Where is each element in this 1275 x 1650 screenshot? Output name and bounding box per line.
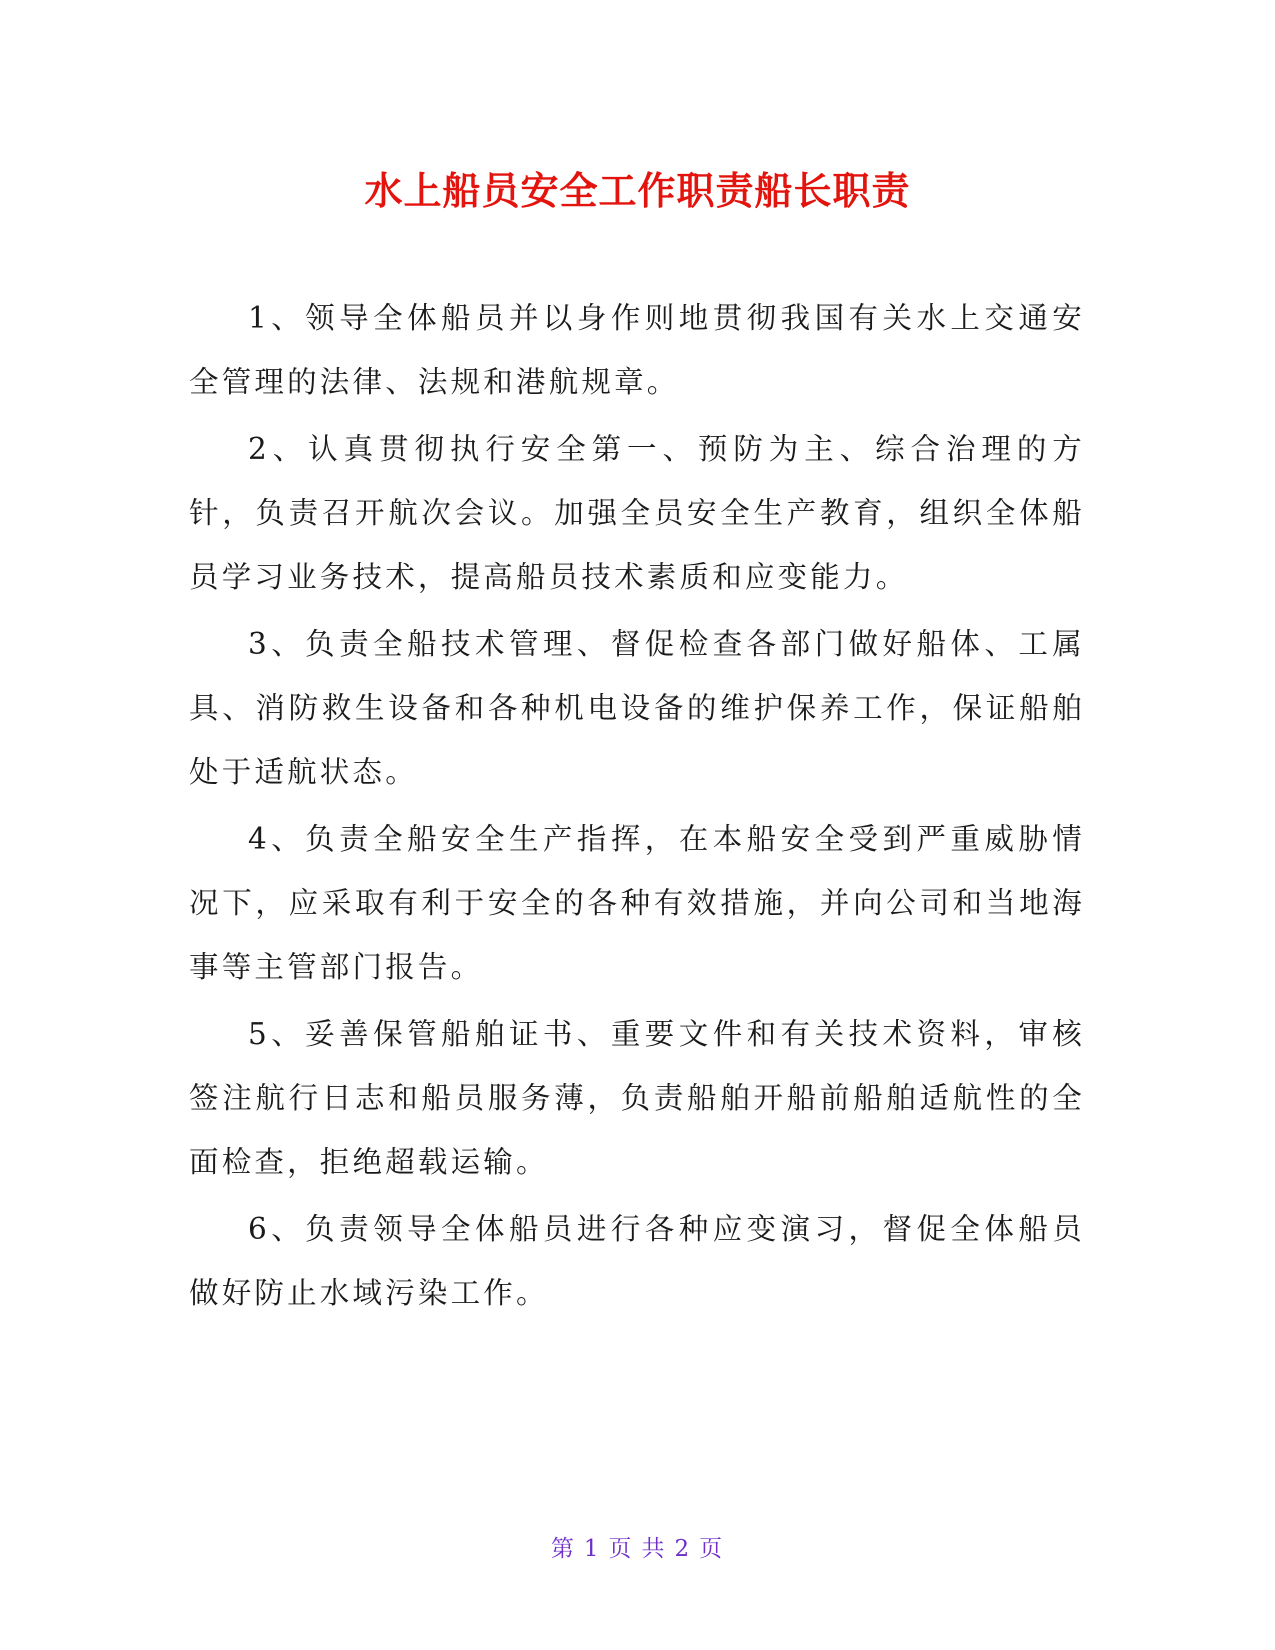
footer-total-pages: 2 xyxy=(674,1536,692,1562)
document-title: 水上船员安全工作职责船长职责 xyxy=(364,169,911,213)
paragraph-5: 5、妥善保管船舶证书、重要文件和有关技术资料，审核签注航行日志和船员服务薄，负责船舶开船前船舶适航性的全面检查，拒绝超载运输。 xyxy=(189,1017,1085,1179)
footer-page-label: 第 xyxy=(550,1536,576,1562)
paragraph-6: 6、负责领导全体船员进行各种应变演习，督促全体船员做好防止水域污染工作。 xyxy=(189,1212,1085,1310)
page-footer xyxy=(0,1530,1275,1563)
footer-total-unit: 页 xyxy=(699,1536,725,1562)
paragraph-4: 4、负责全船安全生产指挥，在本船安全受到严重威胁情况下，应采取有利于安全的各种有效措施，并向公司和当地海事等主管部门报告。 xyxy=(189,822,1085,984)
footer-current-page: 1 xyxy=(583,1536,601,1562)
footer-total-label: 共 xyxy=(641,1536,667,1562)
paragraph-1: 1、领导全体船员并以身作则地贯彻我国有关水上交通安全管理的法律、法规和港航规章。 xyxy=(189,301,1085,399)
paragraph-3: 3、负责全船技术管理、督促检查各部门做好船体、工属具、消防救生设备和各种机电设备的维护保养工作，保证船舶处于适航状态。 xyxy=(189,627,1085,789)
paragraph-2: 2、认真贯彻执行安全第一、预防为主、综合治理的方针，负责召开航次会议。加强全员安全生产教育，组织全体船员学习业务技术，提高船员技术素质和应变能力。 xyxy=(189,432,1085,594)
footer-page-unit: 页 xyxy=(608,1536,634,1562)
document-body xyxy=(189,286,1085,1328)
